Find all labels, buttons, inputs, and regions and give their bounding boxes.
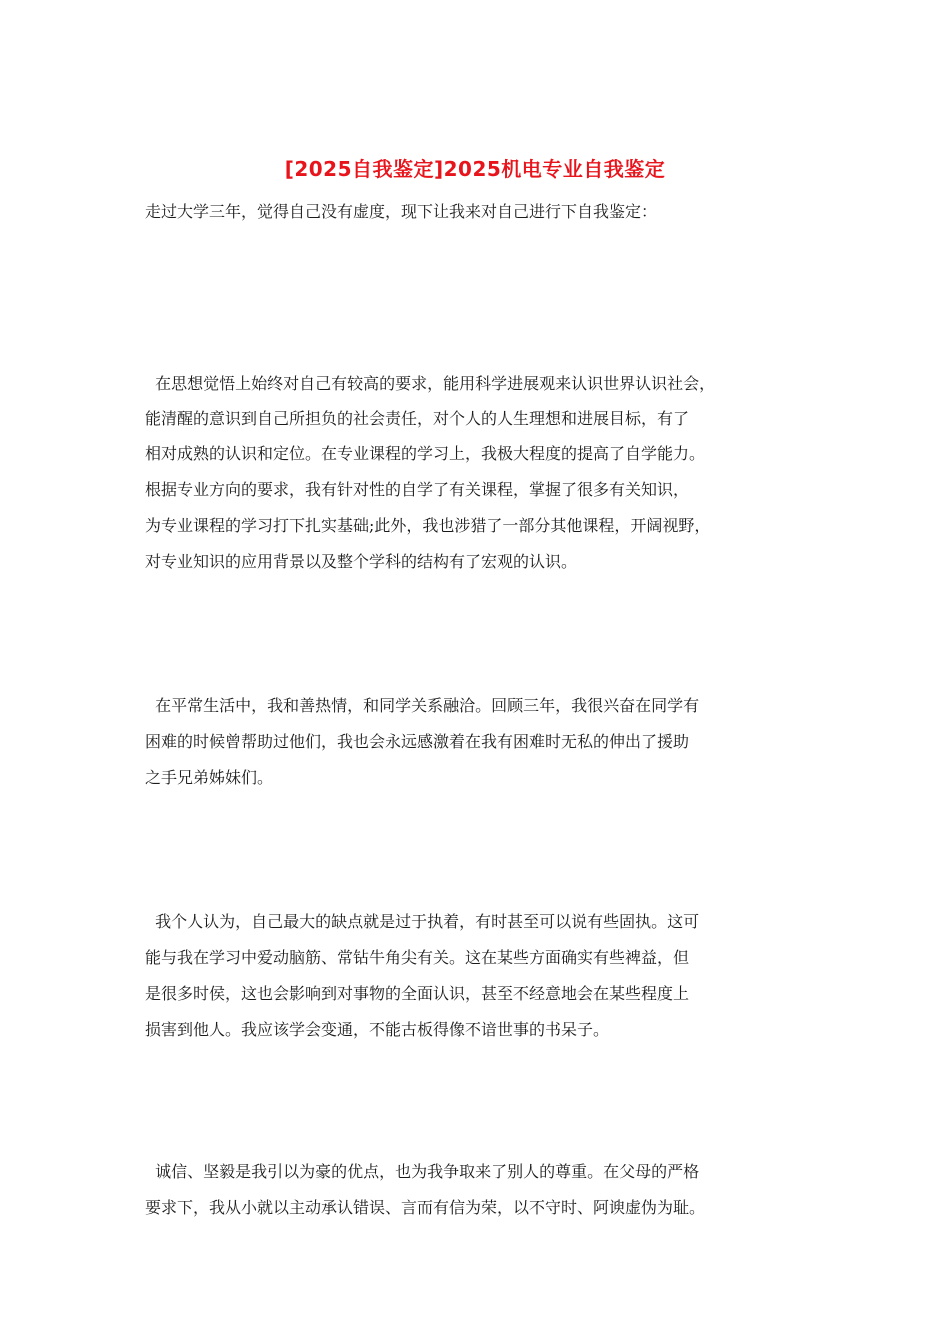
paragraph-line: 诚信、坚毅是我引以为豪的优点，也为我争取来了别人的尊重。在父母的严格 xyxy=(145,1162,700,1181)
paragraph-line: 我个人认为，自己最大的缺点就是过于执着，有时甚至可以说有些固执。这可 xyxy=(145,912,700,931)
paragraph-line: 是很多时侯，这也会影响到对事物的全面认识，甚至不经意地会在某些程度上 xyxy=(145,984,690,1003)
paragraph-line: 在平常生活中，我和善热情，和同学关系融洽。回顾三年，我很兴奋在同学有 xyxy=(145,696,700,715)
paragraph-line: 能清醒的意识到自己所担负的社会责任，对个人的人生理想和进展目标，有了 xyxy=(145,409,690,428)
paragraph-line: 在思想觉悟上始终对自己有较高的要求，能用科学进展观来认识世界认识社会， xyxy=(145,374,716,393)
paragraph-line: 对专业知识的应用背景以及整个学科的结构有了宏观的认识。 xyxy=(145,552,578,571)
paragraph-line: 要求下，我从小就以主动承认错误、言而有信为荣，以不守时、阿谀虚伪为耻。 xyxy=(145,1198,706,1217)
paragraph-line: 损害到他人。我应该学会变通，不能古板得像不谙世事的书呆子。 xyxy=(145,1020,610,1039)
intro-line: 走过大学三年，觉得自己没有虚度，现下让我来对自己进行下自我鉴定： xyxy=(145,202,658,221)
document-title: [2025自我鉴定]2025机电专业自我鉴定 xyxy=(284,157,666,181)
paragraph-line: 困难的时候曾帮助过他们，我也会永远感激着在我有困难时无私的伸出了援助 xyxy=(145,732,690,751)
paragraph-line: 能与我在学习中爱动脑筋、常钻牛角尖有关。这在某些方面确实有些裨益，但 xyxy=(145,948,690,967)
paragraph-line: 之手兄弟姊妹们。 xyxy=(145,768,274,787)
paragraph-line: 为专业课程的学习打下扎实基础;此外，我也涉猎了一部分其他课程，开阔视野， xyxy=(145,516,711,535)
paragraph-line: 相对成熟的认识和定位。在专业课程的学习上，我极大程度的提高了自学能力。 xyxy=(145,444,706,463)
paragraph-line: 根据专业方向的要求，我有针对性的自学了有关课程，掌握了很多有关知识， xyxy=(145,480,690,499)
